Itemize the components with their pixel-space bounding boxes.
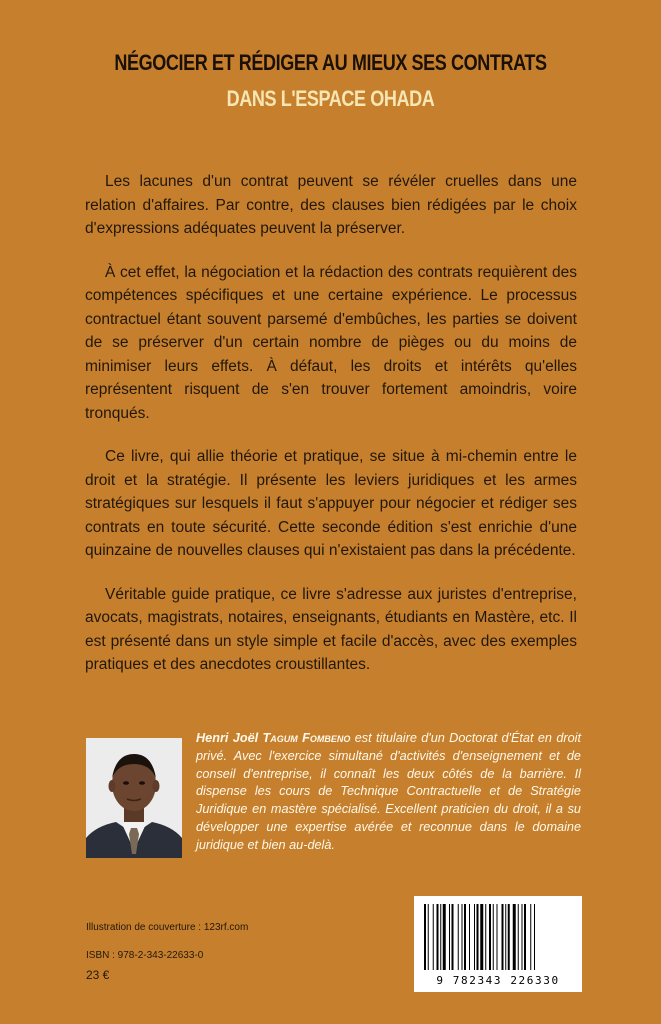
barcode-bar [477, 904, 479, 970]
author-last-name: Tagum Fombeno [262, 731, 351, 745]
barcode-bar [464, 904, 466, 970]
barcode-bar [433, 904, 434, 970]
barcode-bar [508, 904, 510, 970]
isbn: ISBN : 978-2-343-22633-0 [86, 950, 204, 961]
title-line-1: NÉGOCIER ET RÉDIGER AU MIEUX SES CONTRATS [114, 50, 547, 75]
price: 23 € [86, 968, 110, 982]
barcode-bar [497, 904, 498, 970]
barcode-bar [513, 904, 516, 970]
barcode-bar [530, 904, 531, 970]
barcode-bar [489, 904, 491, 970]
barcode-bar [452, 904, 454, 970]
barcode-bar [493, 904, 494, 970]
title-line-2: DANS L'ESPACE OHADA [226, 86, 435, 111]
barcode-number: 9 782343 226330 [436, 974, 560, 987]
paragraph-1: Les lacunes d'un contrat peuvent se révéler cruelles dans une relation d'affaires. Par contre, des clauses bien rédigées par le choix d'expressions adéquates peuvent la préserver. [85, 173, 577, 237]
back-cover-blurb [85, 170, 577, 697]
book-title [0, 50, 661, 112]
barcode-bar [534, 904, 535, 970]
barcode-bar [437, 904, 439, 970]
paragraph-3: Ce livre, qui allie théorie et pratique, se situe à mi-chemin entre le droit et la stratégie. Il présente les leviers juridiques et les armes stratégiques sur lesquels il faut s'appuyer pour négocier et rédiger ses contrats en toute sécurité. Cette seconde édition s'est enrichie d'une quinzaine de nouvelles clauses qui n'existaient pas dans la précédente. [85, 448, 577, 559]
barcode-bar [485, 904, 486, 970]
author-photo [86, 738, 182, 858]
barcode [414, 896, 582, 992]
barcode-bars-icon [422, 904, 574, 972]
barcode-bar [424, 904, 426, 970]
barcode-bar [449, 904, 450, 970]
barcode-bar [469, 904, 470, 970]
author-bio-text: est titulaire d'un Doctorat d'État en droit privé. Avec l'exercice simultané d'activités d'enseignement et de conseil d'entreprise, il connaît les deux côtés de la barrière. Il dispense les cours de Technique Contractuelle et de Stratégie Juridique en mastère spécialisé. Excellent praticien du droit, il a su développer une expertise avérée et reconnue dans le domaine juridique et bien au-delà. [196, 731, 581, 852]
author-portrait-icon [86, 738, 182, 858]
barcode-bar [474, 904, 475, 970]
barcode-bar [443, 904, 446, 970]
barcode-bar [524, 904, 526, 970]
barcode-bar [502, 904, 504, 970]
cover-illustration-credit: Illustration de couverture : 123rf.com [86, 922, 249, 933]
author-first-name: Henri Joël [196, 731, 259, 745]
barcode-bar [440, 904, 441, 970]
paragraph-4: Véritable guide pratique, ce livre s'adresse aux juristes d'entreprise, avocats, magistrats, notaires, enseignants, étudiants en Mastère, etc. Il est présenté dans un style simple et facile d'accès, avec des exemples pratiques et des anecdotes croustillantes. [85, 585, 577, 673]
author-bio [196, 730, 581, 855]
barcode-bar [505, 904, 506, 970]
barcode-bar [462, 904, 463, 970]
barcode-bar [480, 904, 483, 970]
barcode-bar [522, 904, 523, 970]
barcode-bar [458, 904, 459, 970]
barcode-bar [518, 904, 519, 970]
paragraph-2: À cet effet, la négociation et la rédaction des contrats requièrent des compétences spécifiques et une certaine expérience. Le processus contractuel étant souvent parsemé d'embûches, les parties se doivent de se préserver d'un certain nombre de pièges ou du moins de minimiser leurs effets. À défaut, les droits et intérêts qu'elles représentent risquent de s'en trouver fortement amoindris, voire tronqués. [85, 263, 577, 422]
barcode-bar [428, 904, 429, 970]
